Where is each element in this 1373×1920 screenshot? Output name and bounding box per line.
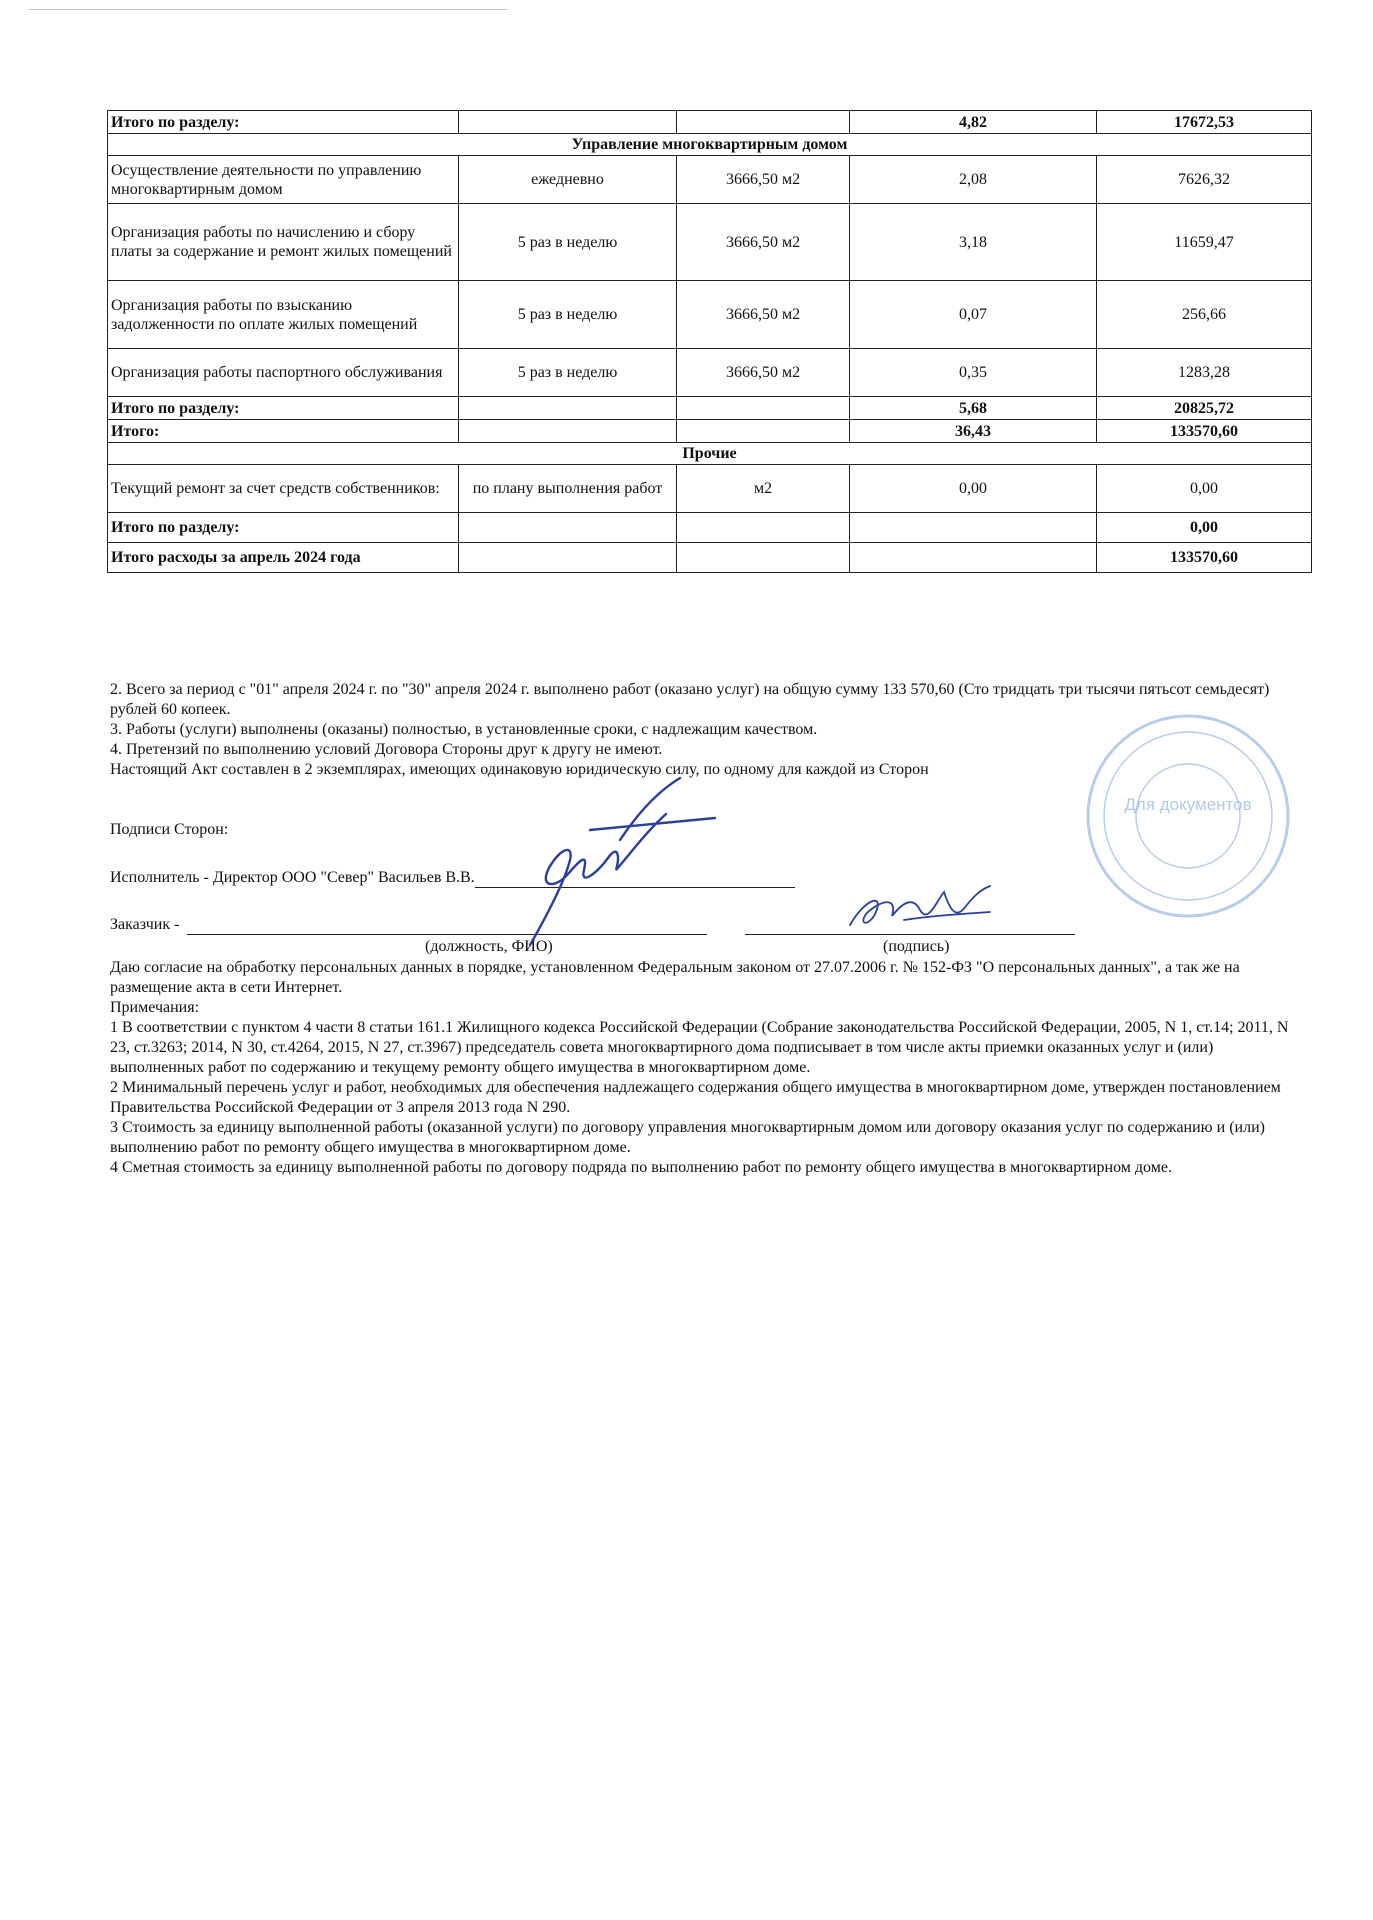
personal-data-consent: Даю согласие на обработку персональных данных в порядке, установленном Федеральным законом от 27.07.2006 г. № 152-ФЗ "О персональных данных", а так же на размещение акта в сети Интернет. <box>110 959 1240 996</box>
customer-signature-underline <box>745 916 1075 935</box>
row-name: Осуществление деятельности по управлению многоквартирным домом <box>108 156 459 204</box>
executor-signature-underline <box>475 869 795 888</box>
frequency: ежедневно <box>459 156 677 204</box>
customer-label: Заказчик - <box>110 916 180 933</box>
row-name: Итого расходы за апрель 2024 года <box>108 543 459 573</box>
stamp-center-text: Для документов <box>1124 795 1252 814</box>
table-row <box>108 397 1312 420</box>
scan-artifact-line <box>28 9 508 10</box>
frequency: 5 раз в неделю <box>459 281 677 349</box>
note-4: 4 Сметная стоимость за единицу выполненной работы по договору подряда по выполнению работ по ремонту общего имущества в многоквартирном доме. <box>110 1159 1172 1176</box>
row-name: Организация работы паспортного обслуживания <box>108 349 459 397</box>
note-2: 2 Минимальный перечень услуг и работ, необходимых для обеспечения надлежащего содержания общего имущества в многоквартирном доме, утвержден постановлением Правительства Российской Федерации от 3 апреля 2013 года N 290. <box>110 1079 1281 1116</box>
rate-value: 3,18 <box>850 204 1097 281</box>
paragraph-total-amount: 2. Всего за период с "01" апреля 2024 г. по "30" апреля 2024 г. выполнено работ (оказано услуг) на общую сумму 133 570,60 (Сто тридцать три тысячи пятьсот семьдесят) рублей 60 копеек. <box>110 681 1270 718</box>
expenses-table <box>107 110 1311 573</box>
signature-caption: (подпись) <box>883 938 950 955</box>
sum-value: 256,66 <box>1097 281 1312 349</box>
quantity: 3666,50 м2 <box>677 204 850 281</box>
rate-value: 0,35 <box>850 349 1097 397</box>
table-row <box>108 111 1312 134</box>
sum-value: 133570,60 <box>1097 420 1312 443</box>
act-paragraphs <box>110 680 1310 780</box>
sum-value: 133570,60 <box>1097 543 1312 573</box>
customer-signature-line <box>110 915 1075 935</box>
table-row <box>108 543 1312 573</box>
rate-value: 0,07 <box>850 281 1097 349</box>
rate-value: 0,00 <box>850 465 1097 513</box>
table-row <box>108 513 1312 543</box>
note-3: 3 Стоимость за единицу выполненной работы (оказанной услуги) по договору управления многоквартирным домом или договору оказания услуг по содержанию и (или) выполнению работ по ремонту общего имущества в многоквартирном доме. <box>110 1119 1265 1156</box>
executor-label: Исполнитель - Директор ООО "Север" Васильев В.В. <box>110 869 475 886</box>
section-title: Управление многоквартирным домом <box>108 134 1312 156</box>
frequency: 5 раз в неделю <box>459 204 677 281</box>
quantity: 3666,50 м2 <box>677 349 850 397</box>
frequency: 5 раз в неделю <box>459 349 677 397</box>
sum-value: 11659,47 <box>1097 204 1312 281</box>
sum-value: 0,00 <box>1097 465 1312 513</box>
table-row <box>108 420 1312 443</box>
table-row <box>108 281 1312 349</box>
row-name: Итого по разделу: <box>108 513 459 543</box>
table-row <box>108 204 1312 281</box>
sum-value: 1283,28 <box>1097 349 1312 397</box>
consent-and-notes <box>110 958 1310 1178</box>
signatures-title: Подписи Сторон: <box>110 821 229 838</box>
table-row <box>108 465 1312 513</box>
rate-value: 4,82 <box>850 111 1097 134</box>
position-caption: (должность, ФИО) <box>425 938 553 955</box>
table-row <box>108 349 1312 397</box>
sum-value: 17672,53 <box>1097 111 1312 134</box>
sum-value: 7626,32 <box>1097 156 1312 204</box>
rate-value: 36,43 <box>850 420 1097 443</box>
rate-value <box>850 513 1097 543</box>
rate-value: 2,08 <box>850 156 1097 204</box>
paragraph-copies: Настоящий Акт составлен в 2 экземплярах, имеющих одинаковую юридическую силу, по одному для каждой из Сторон <box>110 761 929 778</box>
row-name: Организация работы по начислению и сбору платы за содержание и ремонт жилых помещений <box>108 204 459 281</box>
row-name: Итого по разделу: <box>108 397 459 420</box>
executor-signature-line <box>110 868 795 888</box>
rate-value <box>850 543 1097 573</box>
note-1: 1 В соответствии с пунктом 4 части 8 статьи 161.1 Жилищного кодекса Российской Федерации (Собрание законодательства Российской Федерации, 2005, N 1, ст.14; 2011, N 23, ст.3263; 2014, N 30, ст.4264, 2015, N 27, ст.3967) председатель совета многоквартирного дома подписывает в том числе акты приемки оказанных услуг и (или) выполненных работ по содержанию и текущему ремонту общего имущества в многоквартирном доме. <box>110 1019 1289 1076</box>
row-name: Итого по разделу: <box>108 111 459 134</box>
quantity: 3666,50 м2 <box>677 281 850 349</box>
quantity: 3666,50 м2 <box>677 156 850 204</box>
customer-position-underline <box>187 916 707 935</box>
quantity: м2 <box>677 465 850 513</box>
section-title: Прочие <box>108 443 1312 465</box>
rate-value: 5,68 <box>850 397 1097 420</box>
section-header-row <box>108 134 1312 156</box>
sum-value: 20825,72 <box>1097 397 1312 420</box>
sum-value: 0,00 <box>1097 513 1312 543</box>
row-name: Текущий ремонт за счет средств собственников: <box>108 465 459 513</box>
paragraph-no-claims: 4. Претензий по выполнению условий Договора Стороны друг к другу не имеют. <box>110 741 663 758</box>
table-row <box>108 156 1312 204</box>
frequency: по плану выполнения работ <box>459 465 677 513</box>
notes-title: Примечания: <box>110 999 200 1016</box>
row-name: Организация работы по взысканию задолженности по оплате жилых помещений <box>108 281 459 349</box>
row-name: Итого: <box>108 420 459 443</box>
section-header-row <box>108 443 1312 465</box>
paragraph-quality: 3. Работы (услуги) выполнены (оказаны) полностью, в установленные сроки, с надлежащим качеством. <box>110 721 818 738</box>
